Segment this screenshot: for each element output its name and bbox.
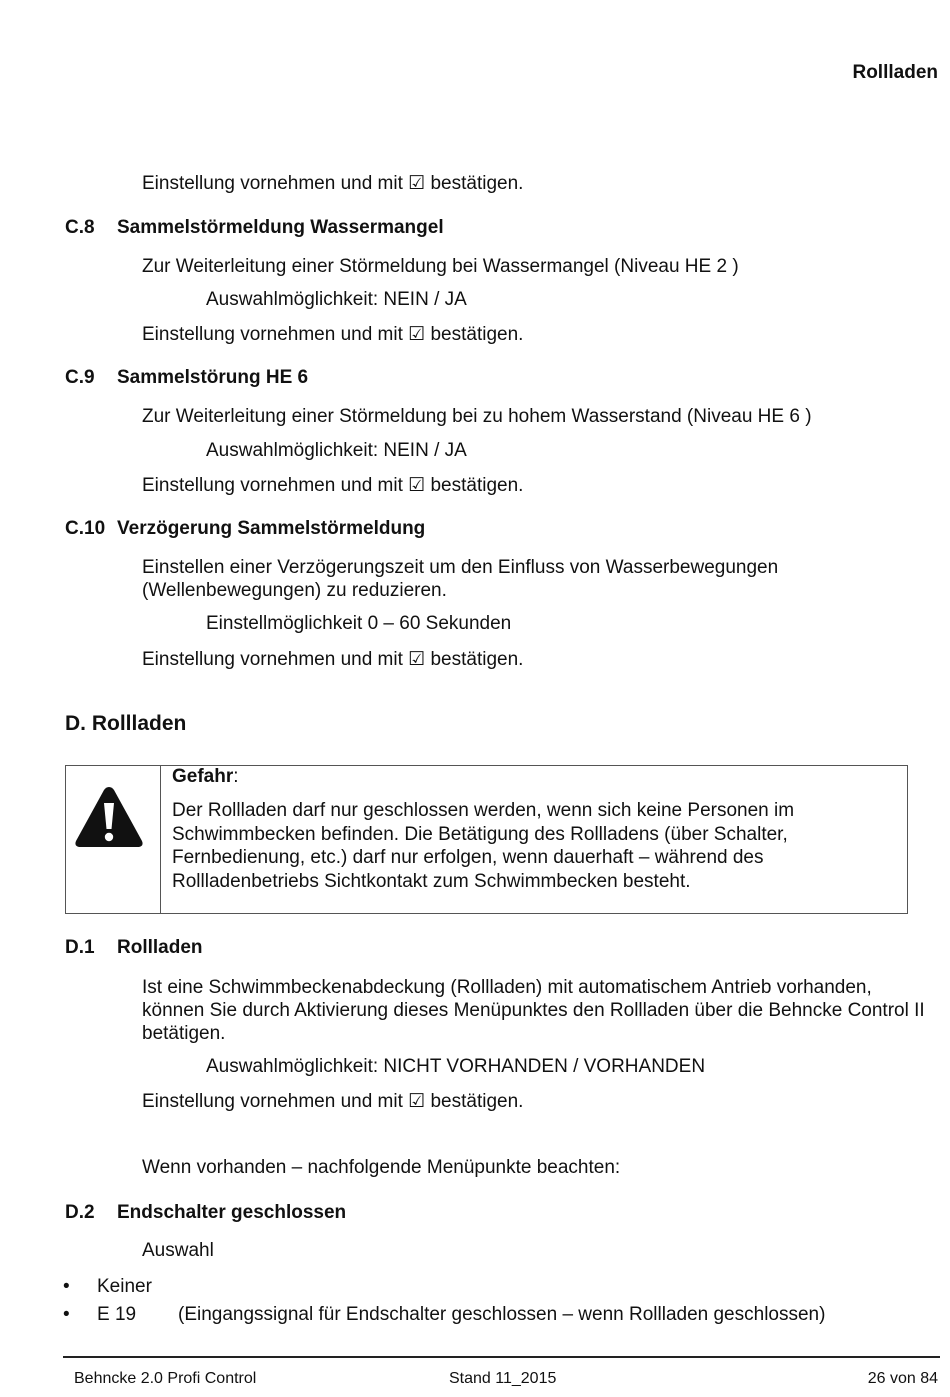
section-desc-c8: Zur Weiterleitung einer Störmeldung bei Wassermangel (Niveau HE 2 ) xyxy=(142,256,739,277)
section-option-c9: Auswahlmöglichkeit: NEIN / JA xyxy=(206,440,467,461)
footer-version: Stand 11_2015 xyxy=(449,1370,557,1387)
section-confirm-d1: Einstellung vornehmen und mit ☑ bestätigen. xyxy=(142,1091,524,1112)
footer-product: Behncke 2.0 Profi Control xyxy=(74,1370,257,1387)
section-desc-c9: Zur Weiterleitung einer Störmeldung bei zu hohem Wasserstand (Niveau HE 6 ) xyxy=(142,406,812,427)
section-number-c10: C.10 xyxy=(65,518,106,539)
section-option-c8: Auswahlmöglichkeit: NEIN / JA xyxy=(206,289,467,310)
section-number-c9: C.9 xyxy=(65,367,95,388)
bullet-description: (Eingangssignal für Endschalter geschlossen – wenn Rollladen geschlossen) xyxy=(178,1304,826,1325)
warning-text: Der Rollladen darf nur geschlossen werden, wenn sich keine Personen im Schwimmbecken befinden. Die Betätigung des Rollladens (über Schalter, Fernbedienung, etc.) darf nur erfolgen, wenn dauerhaft – während des Rollladenbetriebs Sichtkontakt zum Schwimmbecken besteht. xyxy=(172,800,795,892)
section-number-c8: C.8 xyxy=(65,217,95,238)
intro-confirm-text: Einstellung vornehmen und mit ☑ bestätigen. xyxy=(142,173,524,194)
section-title-c8: Sammelstörmeldung Wassermangel xyxy=(117,217,444,238)
bullet-icon: • xyxy=(63,1304,70,1325)
section-desc-d1: Ist eine Schwimmbeckenabdeckung (Rollladen) mit automatischem Antrieb vorhanden, können Sie durch Aktivierung dieses Menüpunktes den Rollladen über die Behncke Control II betätigen. xyxy=(142,977,925,1044)
footer-page-number: 26 von 84 xyxy=(867,1370,938,1387)
warning-box-divider xyxy=(160,765,161,914)
bullet-icon: • xyxy=(63,1276,70,1297)
page-header-title: Rollladen xyxy=(852,62,938,83)
section-title-d2: Endschalter geschlossen xyxy=(117,1202,347,1223)
section-number-d2: D.2 xyxy=(65,1202,95,1223)
section-confirm-c8: Einstellung vornehmen und mit ☑ bestätigen. xyxy=(142,324,524,345)
section-note-d1: Wenn vorhanden – nachfolgende Menüpunkte beachten: xyxy=(142,1157,621,1178)
section-title-c10: Verzögerung Sammelstörmeldung xyxy=(117,518,426,539)
section-option-c10: Einstellmöglichkeit 0 – 60 Sekunden xyxy=(206,613,512,634)
section-confirm-c10: Einstellung vornehmen und mit ☑ bestätigen. xyxy=(142,649,524,670)
section-desc-c10: Einstellen einer Verzögerungszeit um den Einfluss von Wasserbewegungen (Wellenbewegungen) zu reduzieren. xyxy=(142,557,779,601)
section-confirm-c9: Einstellung vornehmen und mit ☑ bestätigen. xyxy=(142,475,524,496)
section-title-d1: Rollladen xyxy=(117,937,203,958)
warning-label: Gefahr: xyxy=(172,766,239,787)
footer-divider xyxy=(63,1356,940,1358)
section-title-c9: Sammelstörung HE 6 xyxy=(117,367,309,388)
section-heading-d: D. Rollladen xyxy=(65,712,187,735)
bullet-label: Keiner xyxy=(97,1276,152,1297)
section-sub-d2: Auswahl xyxy=(142,1240,214,1261)
section-number-d1: D.1 xyxy=(65,937,95,958)
bullet-label: E 19 xyxy=(97,1304,137,1325)
warning-triangle-icon xyxy=(74,785,144,849)
section-option-d1: Auswahlmöglichkeit: NICHT VORHANDEN / VORHANDEN xyxy=(206,1056,706,1077)
